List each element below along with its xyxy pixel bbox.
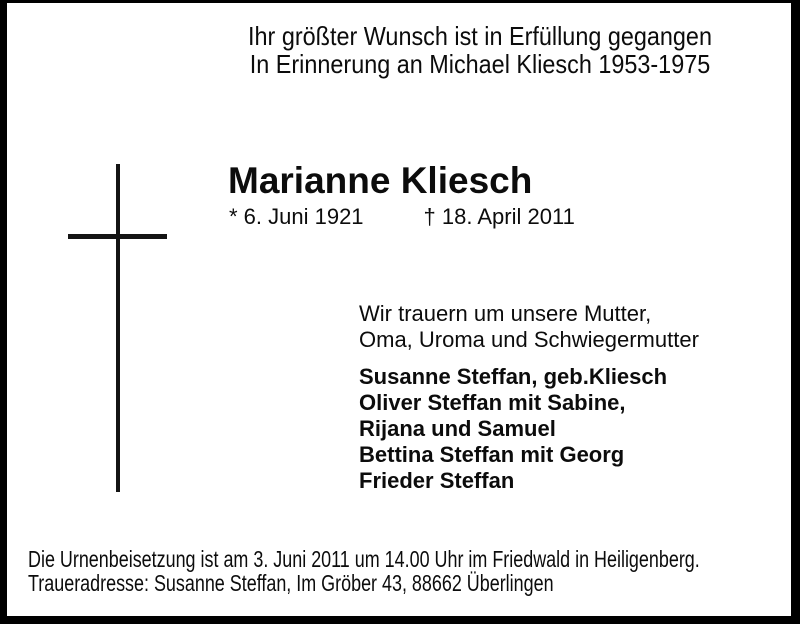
scan-edge-right — [791, 0, 800, 624]
mourners-list — [359, 364, 667, 494]
scan-edge-top — [0, 0, 800, 3]
memorial-header — [192, 22, 768, 78]
life-dates — [229, 204, 575, 230]
mourner: Rijana und Samuel — [359, 416, 556, 441]
memorial-line-1: Ihr größter Wunsch ist in Erfüllung gegangen — [248, 21, 712, 51]
funeral-info — [28, 547, 700, 595]
funeral-details: Die Urnenbeisetzung ist am 3. Juni 2011 um 14.00 Uhr im Friedwald in Heiligenberg. — [28, 546, 700, 572]
scan-edge-bottom — [0, 616, 800, 624]
mourner: Bettina Steffan mit Georg — [359, 442, 625, 467]
mourner: Susanne Steffan, geb.Kliesch — [359, 364, 668, 389]
mourning-address: Traueradresse: Susanne Steffan, Im Gröber 43, 88662 Überlingen — [28, 570, 554, 596]
deceased-name: Marianne Kliesch — [228, 160, 533, 201]
mourner: Frieder Steffan — [359, 468, 515, 493]
birth-date: * 6. Juni 1921 — [229, 204, 364, 229]
mourning-text — [359, 301, 699, 353]
cross-horizontal-bar — [68, 234, 167, 239]
mourning-line-1: Wir trauern um unsere Mutter, — [359, 301, 652, 326]
mourner: Oliver Steffan mit Sabine, — [359, 390, 626, 415]
memorial-line-2: In Erinnerung an Michael Kliesch 1953-1975 — [249, 49, 711, 79]
death-date: † 18. April 2011 — [423, 204, 575, 229]
cross-vertical-bar — [116, 164, 120, 492]
scan-edge-left — [0, 0, 7, 624]
mourning-line-2: Oma, Uroma und Schwiegermutter — [359, 327, 699, 352]
